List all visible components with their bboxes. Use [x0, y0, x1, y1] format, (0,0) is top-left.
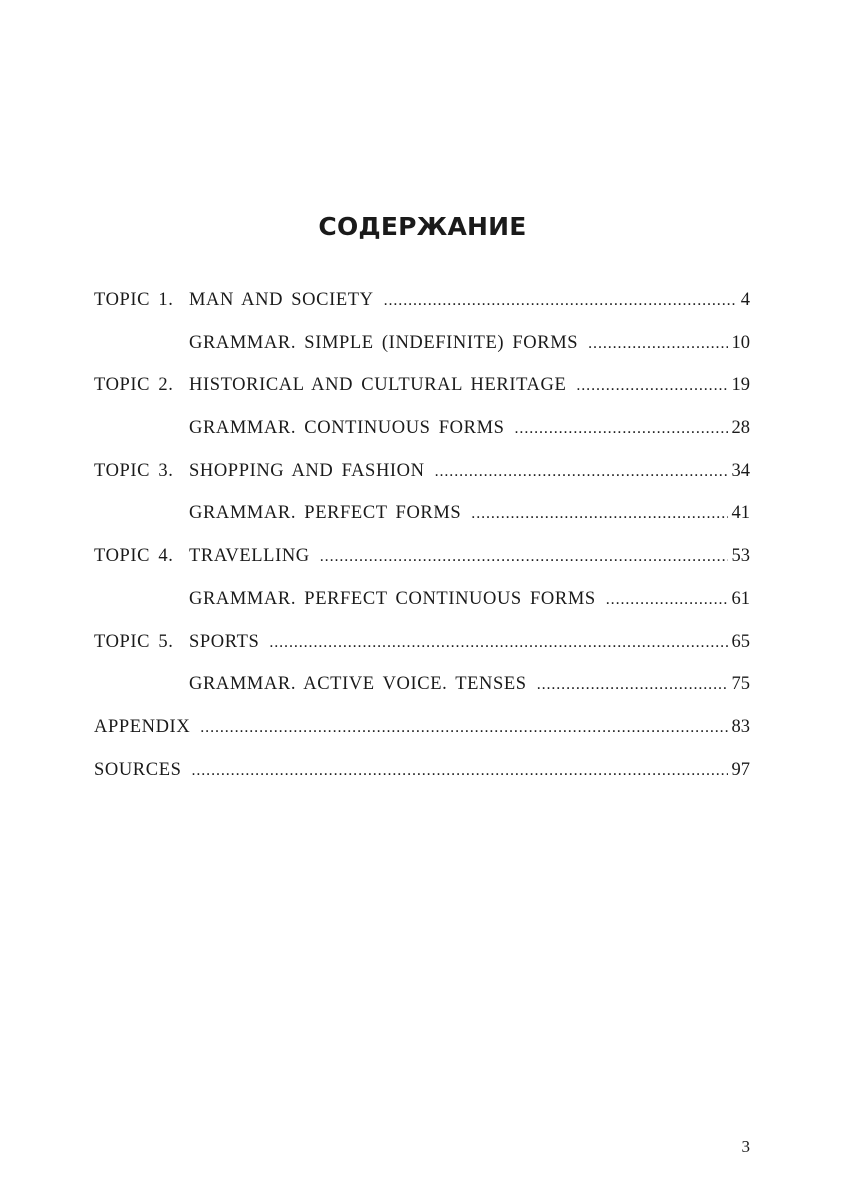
toc-entry-prefix: TOPIC 2.: [94, 375, 174, 396]
dot-leader: [576, 377, 727, 395]
toc-entry-grammar-continuous: [94, 418, 750, 461]
toc-entry-title: SPORTS: [189, 631, 260, 652]
toc-entry-grammar-perfect: [94, 503, 750, 546]
toc-heading: СОДЕРЖАНИЕ: [318, 212, 527, 241]
dot-leader: [269, 634, 727, 652]
toc-entry-prefix: TOPIC 4.: [94, 546, 174, 567]
toc-entry-page: 19: [731, 375, 750, 396]
toc-entry-page: 41: [731, 503, 750, 524]
toc-entry-grammar-active-voice: [94, 674, 750, 717]
dot-leader: [537, 676, 728, 694]
toc-entry-prefix: TOPIC 1.: [94, 290, 174, 310]
dot-leader: [471, 505, 727, 523]
toc-entry-prefix: TOPIC 5.: [94, 631, 174, 652]
toc-entry-topic-2: [94, 375, 750, 418]
page-number: 3: [741, 1137, 750, 1156]
dot-leader: [435, 463, 728, 481]
toc-entry-topic-3: [94, 461, 750, 504]
toc-entry-page: 61: [731, 588, 750, 609]
toc-entry-title: APPENDIX: [94, 716, 191, 737]
table-of-contents: [94, 290, 750, 802]
dot-leader: [200, 719, 727, 737]
dot-leader: [320, 548, 728, 566]
toc-entry-title: GRAMMAR. PERFECT CONTINUOUS FORMS: [189, 588, 596, 609]
toc-entry-title: GRAMMAR. ACTIVE VOICE. TENSES: [189, 674, 527, 695]
toc-entry-page: 28: [731, 418, 750, 439]
toc-entry-page: 53: [731, 546, 750, 567]
toc-entry-page: 97: [731, 759, 750, 780]
toc-entry-title: GRAMMAR. SIMPLE (INDEFINITE) FORMS: [189, 332, 579, 353]
toc-entry-topic-4: [94, 546, 750, 589]
toc-entry-page: 75: [731, 674, 750, 695]
toc-entry-topic-1: [94, 290, 750, 333]
toc-entry-topic-5: [94, 632, 750, 675]
toc-entry-title: SOURCES: [94, 759, 182, 780]
dot-leader: [588, 335, 727, 353]
toc-entry-title: MAN AND SOCIETY: [189, 290, 374, 310]
toc-entry-page: 34: [731, 460, 750, 481]
toc-entry-prefix: TOPIC 3.: [94, 460, 174, 481]
dot-leader: [606, 591, 728, 609]
toc-entry-appendix: [94, 717, 750, 760]
dot-leader: [515, 420, 728, 438]
toc-entry-sources: [94, 760, 750, 803]
toc-entry-title: TRAVELLING: [189, 546, 310, 567]
dot-leader: [384, 292, 737, 310]
toc-entry-title: GRAMMAR. CONTINUOUS FORMS: [189, 418, 505, 439]
toc-entry-title: SHOPPING AND FASHION: [189, 460, 425, 481]
toc-entry-grammar-simple: [94, 333, 750, 376]
toc-entry-title: HISTORICAL AND CULTURAL HERITAGE: [189, 375, 567, 396]
toc-entry-page: 4: [740, 290, 750, 310]
toc-entry-grammar-perfect-continuous: [94, 589, 750, 632]
toc-entry-page: 65: [731, 631, 750, 652]
toc-entry-title: GRAMMAR. PERFECT FORMS: [189, 503, 462, 524]
dot-leader: [191, 762, 727, 780]
toc-entry-page: 83: [731, 716, 750, 737]
toc-entry-page: 10: [731, 332, 750, 353]
